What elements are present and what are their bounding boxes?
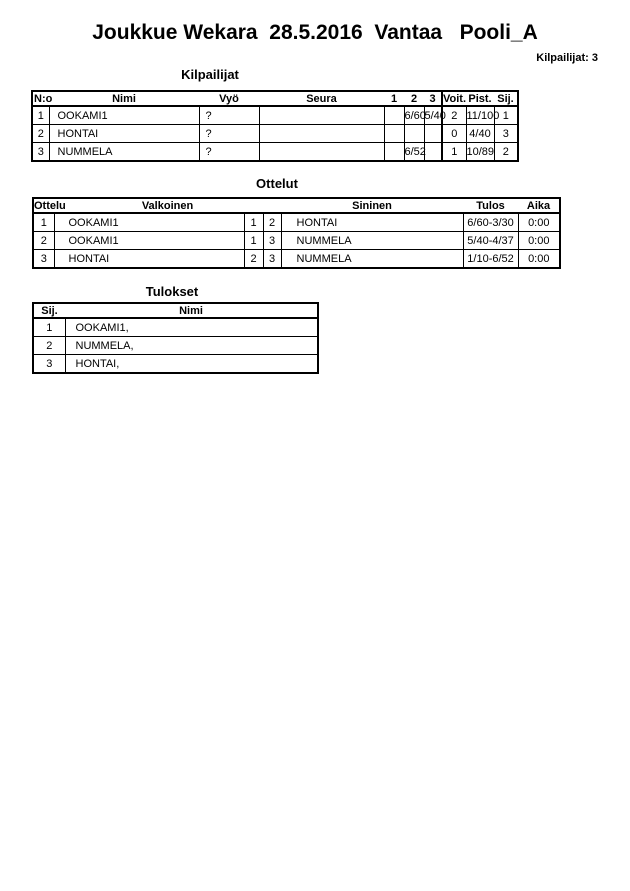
cell-score: 1/10-6/52: [463, 250, 518, 269]
tulokset-heading: Tulokset: [145, 284, 199, 299]
cell-white-name: HONTAI: [54, 250, 244, 269]
kilpailijat-row: [32, 125, 518, 143]
ottelut-row: [33, 250, 560, 269]
cell-seura: [259, 143, 384, 162]
col-header-nimi: Nimi: [49, 91, 199, 106]
cell-nimi: OOKAMI1: [49, 106, 199, 125]
cell-nimi: NUMMELA: [49, 143, 199, 162]
ottelut-row: [33, 232, 560, 250]
cell-score: 5/40-4/37: [463, 232, 518, 250]
kilpailijat-row: [32, 143, 518, 162]
cell-match3: [424, 125, 442, 143]
col-header-aika: Aika: [518, 198, 560, 213]
tulokset-row: [33, 337, 318, 355]
cell-blue-number: 2: [263, 213, 281, 232]
col-header-vyo: Vyö: [199, 91, 259, 106]
cell-rank: 2: [33, 337, 65, 355]
cell-pist: 11/100: [466, 106, 494, 125]
cell-white-name: OOKAMI1: [54, 213, 244, 232]
col-header-tulos: Tulos: [463, 198, 518, 213]
col-header-sij: Sij.: [494, 91, 518, 106]
ottelut-table: [32, 197, 561, 269]
cell-voit: 2: [442, 106, 466, 125]
page-title: Joukkue Wekara 28.5.2016 Vantaa Pooli_A: [92, 21, 538, 44]
cell-sij: 2: [494, 143, 518, 162]
tulokset-header-row: [33, 303, 318, 318]
cell-seura: [259, 106, 384, 125]
cell-match2: [404, 125, 424, 143]
cell-rank: 3: [33, 355, 65, 374]
cell-match3: [424, 143, 442, 162]
kilpailijat-row: [32, 106, 518, 125]
tulokset-row: [33, 318, 318, 337]
cell-sij: 3: [494, 125, 518, 143]
ottelut-row: [33, 213, 560, 232]
tulokset-table: [32, 302, 319, 374]
cell-blue-name: HONTAI: [281, 213, 463, 232]
cell-blue-number: 3: [263, 250, 281, 269]
cell-match3: 5/40: [424, 106, 442, 125]
cell-name: HONTAI,: [65, 355, 318, 374]
ottelut-heading: Ottelut: [256, 176, 298, 191]
cell-white-name: OOKAMI1: [54, 232, 244, 250]
cell-name: OOKAMI1,: [65, 318, 318, 337]
cell-vyo: ?: [199, 125, 259, 143]
kilpailijat-heading: Kilpailijat: [181, 67, 239, 82]
tulokset-row: [33, 355, 318, 374]
cell-name: NUMMELA,: [65, 337, 318, 355]
col-header-match2: 2: [404, 91, 424, 106]
cell-blue-number: 3: [263, 232, 281, 250]
cell-no: 1: [32, 106, 49, 125]
cell-vyo: ?: [199, 143, 259, 162]
col-header-nimi: Nimi: [65, 303, 318, 318]
col-header-seura: Seura: [259, 91, 384, 106]
cell-blue-name: NUMMELA: [281, 232, 463, 250]
cell-match-number: 3: [33, 250, 54, 269]
col-header-ottelu: Ottelu: [34, 199, 66, 212]
col-header-match1: 1: [384, 91, 404, 106]
cell-seura: [259, 125, 384, 143]
cell-match1: [384, 143, 404, 162]
ottelut-header-row: [33, 198, 560, 213]
col-header-sininen: Sininen: [281, 198, 463, 213]
cell-time: 0:00: [518, 213, 560, 232]
cell-rank: 1: [33, 318, 65, 337]
cell-match-number: 1: [33, 213, 54, 232]
col-header-pist: Pist.: [466, 91, 494, 106]
cell-vyo: ?: [199, 106, 259, 125]
cell-pist: 10/89: [466, 143, 494, 162]
cell-match-number: 2: [33, 232, 54, 250]
cell-match1: [384, 125, 404, 143]
cell-sij: 1: [494, 106, 518, 125]
cell-white-number: 1: [244, 213, 263, 232]
cell-time: 0:00: [518, 250, 560, 269]
cell-match1: [384, 106, 404, 125]
cell-time: 0:00: [518, 232, 560, 250]
cell-no: 3: [32, 143, 49, 162]
col-header-valkoinen: Valkoinen: [54, 198, 281, 213]
kilpailijat-header-row: [32, 91, 518, 106]
col-header-no: N:o: [34, 92, 53, 105]
cell-white-number: 2: [244, 250, 263, 269]
col-header-match3: 3: [424, 91, 442, 106]
cell-match2: 6/52: [404, 143, 424, 162]
cell-no: 2: [32, 125, 49, 143]
cell-pist: 4/40: [466, 125, 494, 143]
cell-nimi: HONTAI: [49, 125, 199, 143]
col-header-voit: Voit.: [443, 92, 467, 105]
cell-voit: 0: [442, 125, 466, 143]
kilpailijat-table: [31, 90, 519, 162]
competitors-count-label: Kilpailijat: 3: [536, 52, 598, 64]
cell-white-number: 1: [244, 232, 263, 250]
cell-match2: 6/60: [404, 106, 424, 125]
col-header-sij: Sij.: [33, 303, 65, 318]
cell-score: 6/60-3/30: [463, 213, 518, 232]
cell-voit: 1: [442, 143, 466, 162]
cell-blue-name: NUMMELA: [281, 250, 463, 269]
